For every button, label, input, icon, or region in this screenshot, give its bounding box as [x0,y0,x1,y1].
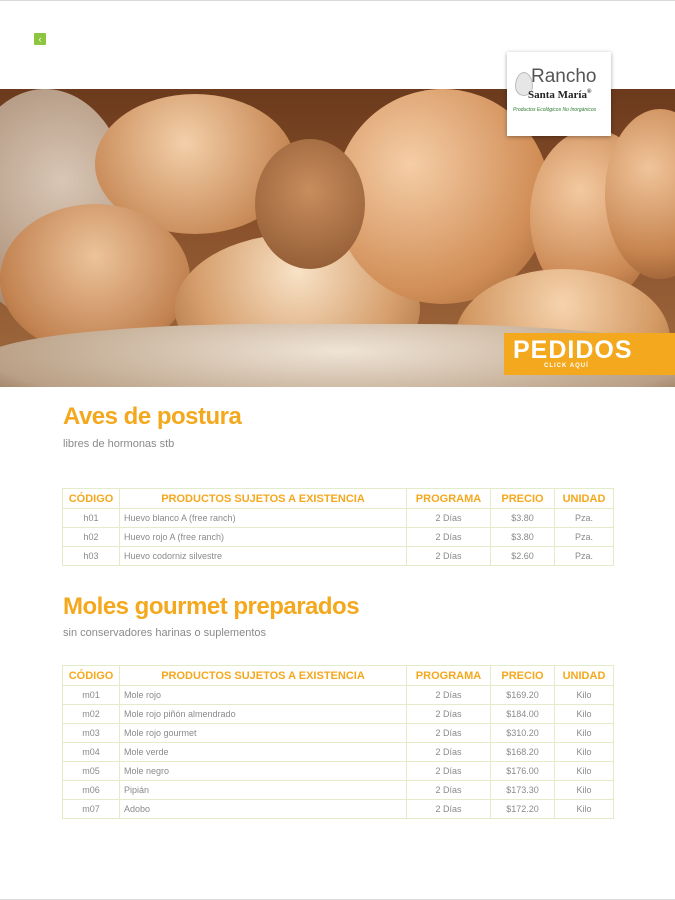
cell-unit: Kilo [555,800,614,819]
cell-unit: Kilo [555,724,614,743]
table-row [63,743,614,762]
brand-logo [507,52,611,136]
column-header-unit: UNIDAD [555,666,614,686]
column-header-product: PRODUCTOS SUJETOS A EXISTENCIA [120,666,407,686]
column-header-code: CÓDIGO [63,489,120,509]
section-subtitle-aves: libres de hormonas stb [63,438,175,450]
cell-program: 2 Días [407,705,491,724]
table-row [63,781,614,800]
cell-price: $3.80 [491,528,555,547]
table-row [63,705,614,724]
back-button[interactable] [34,33,46,45]
section-title-moles: Moles gourmet preparados [63,593,360,620]
cell-product: Huevo codorniz silvestre [120,547,407,566]
page-top-border [0,0,675,1]
table-header-row [63,666,614,686]
products-table-moles [62,665,614,819]
cell-code: m05 [63,762,120,781]
cell-code: m04 [63,743,120,762]
column-header-price: PRECIO [491,489,555,509]
cell-code: m01 [63,686,120,705]
table-row [63,724,614,743]
table-row [63,762,614,781]
cell-product: Mole rojo [120,686,407,705]
column-header-program: PROGRAMA [407,666,491,686]
cell-code: h03 [63,547,120,566]
section-title-aves: Aves de postura [63,403,242,430]
cell-product: Pipián [120,781,407,800]
cell-unit: Pza. [555,528,614,547]
cell-unit: Pza. [555,547,614,566]
cell-program: 2 Días [407,781,491,800]
cell-program: 2 Días [407,724,491,743]
cell-code: h02 [63,528,120,547]
cell-price: $176.00 [491,762,555,781]
cell-unit: Kilo [555,762,614,781]
cell-program: 2 Días [407,509,491,528]
cell-code: m03 [63,724,120,743]
cell-code: m02 [63,705,120,724]
brand-tagline: Productos Ecológicos No Inorgánicos [513,107,597,113]
cell-price: $172.20 [491,800,555,819]
cell-program: 2 Días [407,800,491,819]
table-row [63,686,614,705]
cell-price: $3.80 [491,509,555,528]
table-row [63,800,614,819]
cell-code: m06 [63,781,120,800]
cell-code: m07 [63,800,120,819]
cell-price: $169.20 [491,686,555,705]
table-row [63,509,614,528]
cell-price: $184.00 [491,705,555,724]
cell-unit: Kilo [555,781,614,800]
cell-program: 2 Días [407,528,491,547]
cell-price: $310.20 [491,724,555,743]
cell-product: Huevo rojo A (free ranch) [120,528,407,547]
section-subtitle-moles: sin conservadores harinas o suplementos [63,627,267,639]
brand-name-line2: Santa María® [528,89,592,101]
orders-button[interactable] [504,333,675,375]
column-header-program: PROGRAMA [407,489,491,509]
cell-price: $168.20 [491,743,555,762]
cell-unit: Kilo [555,705,614,724]
chevron-left-icon: ‹ [38,34,42,44]
brand-name-line1: Rancho [531,66,597,87]
cell-product: Huevo blanco A (free ranch) [120,509,407,528]
cell-program: 2 Días [407,686,491,705]
orders-button-label: PEDIDOS [513,336,633,364]
cell-product: Mole verde [120,743,407,762]
table-row [63,547,614,566]
cell-price: $173.30 [491,781,555,800]
cell-unit: Pza. [555,509,614,528]
column-header-code: CÓDIGO [63,666,120,686]
cell-product: Mole rojo gourmet [120,724,407,743]
table-row [63,528,614,547]
column-header-price: PRECIO [491,666,555,686]
column-header-unit: UNIDAD [555,489,614,509]
cell-product: Adobo [120,800,407,819]
cell-unit: Kilo [555,686,614,705]
table-header-row [63,489,614,509]
column-header-product: PRODUCTOS SUJETOS A EXISTENCIA [120,489,407,509]
cell-product: Mole rojo piñón almendrado [120,705,407,724]
cell-program: 2 Días [407,743,491,762]
cell-code: h01 [63,509,120,528]
products-table-aves [62,488,614,566]
cell-price: $2.60 [491,547,555,566]
cell-program: 2 Días [407,762,491,781]
cell-program: 2 Días [407,547,491,566]
cell-product: Mole negro [120,762,407,781]
cell-unit: Kilo [555,743,614,762]
orders-button-sublabel: CLICK AQUÍ [544,363,589,369]
